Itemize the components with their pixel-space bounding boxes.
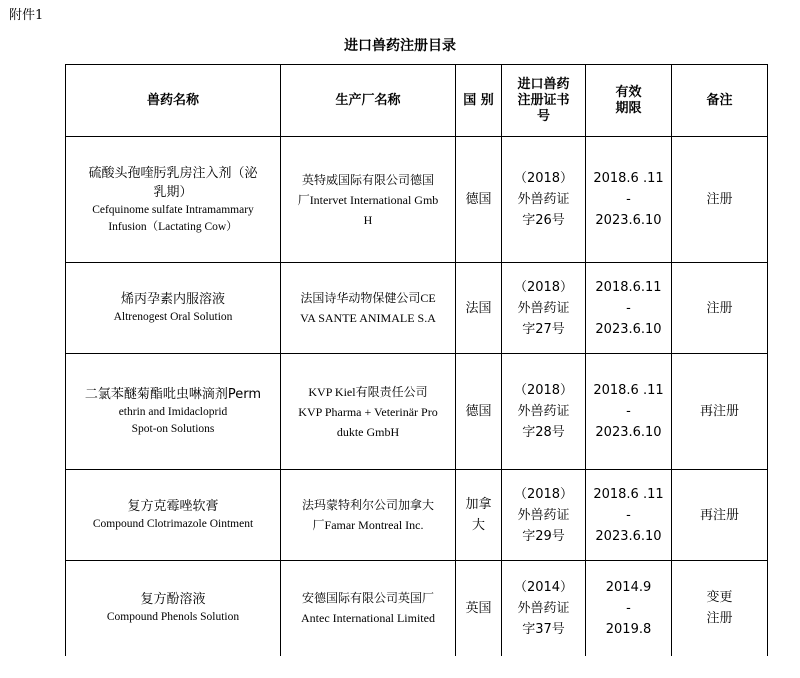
country-cell: 德国 <box>456 354 502 470</box>
remark-cell: 注册 <box>672 137 768 263</box>
table-header-row <box>66 65 768 137</box>
cert-no-cell: （2018） 外兽药证 字26号 <box>502 137 586 263</box>
table-row <box>66 354 768 470</box>
country-cell: 德国 <box>456 137 502 263</box>
drug-name-cell: 硫酸头孢喹肟乳房注入剂（泌 乳期） Cefquinome sulfate Intramammary Infusion（Lactating Cow） <box>66 137 281 263</box>
country-cell: 法国 <box>456 263 502 354</box>
manufacturer-cell: 英特威国际有限公司德国 厂Intervet International Gmb H <box>281 137 456 263</box>
manufacturer-cell: 法玛蒙特利尔公司加拿大 厂Famar Montreal Inc. <box>281 470 456 561</box>
remark-cell: 再注册 <box>672 470 768 561</box>
annex-label: 附件1 <box>9 8 44 23</box>
validity-cell: 2018.6 .11 - 2023.6.10 <box>586 137 672 263</box>
remark-cell: 注册 <box>672 263 768 354</box>
validity-cell: 2018.6 .11 - 2023.6.10 <box>586 354 672 470</box>
table-row <box>66 263 768 354</box>
table-row <box>66 137 768 263</box>
cert-no-cell: （2014） 外兽药证 字37号 <box>502 561 586 656</box>
drug-name-cell: 复方克霉唑软膏 Compound Clotrimazole Ointment <box>66 470 281 561</box>
drug-name-cell: 烯丙孕素内服溶液 Altrenogest Oral Solution <box>66 263 281 354</box>
header-remark: 备注 <box>672 65 768 137</box>
country-cell: 英国 <box>456 561 502 656</box>
validity-cell: 2018.6.11 - 2023.6.10 <box>586 263 672 354</box>
header-cert-no: 进口兽药 注册证书 号 <box>502 65 586 137</box>
manufacturer-cell: 法国诗华动物保健公司CE VA SANTE ANIMALE S.A <box>281 263 456 354</box>
drug-name-cell: 二氯苯醚菊酯吡虫啉滴剂Perm ethrin and Imidacloprid Spot-on Solutions <box>66 354 281 470</box>
remark-cell: 再注册 <box>672 354 768 470</box>
drug-name-cell: 复方酚溶液 Compound Phenols Solution <box>66 561 281 656</box>
remark-cell: 变更 注册 <box>672 561 768 656</box>
header-drug-name: 兽药名称 <box>66 65 281 137</box>
validity-cell: 2018.6 .11 - 2023.6.10 <box>586 470 672 561</box>
document-title: 进口兽药注册目录 <box>344 38 456 54</box>
header-manufacturer: 生产厂名称 <box>281 65 456 137</box>
registry-table <box>65 64 768 656</box>
cert-no-cell: （2018） 外兽药证 字29号 <box>502 470 586 561</box>
table-row <box>66 561 768 656</box>
country-cell: 加拿 大 <box>456 470 502 561</box>
header-country: 国 别 <box>456 65 502 137</box>
cert-no-cell: （2018） 外兽药证 字28号 <box>502 354 586 470</box>
manufacturer-cell: 安德国际有限公司英国厂 Antec International Limited <box>281 561 456 656</box>
header-validity: 有效 期限 <box>586 65 672 137</box>
cert-no-cell: （2018） 外兽药证 字27号 <box>502 263 586 354</box>
table-row <box>66 470 768 561</box>
table-body <box>66 137 768 656</box>
manufacturer-cell: KVP Kiel有限责任公司 KVP Pharma + Veterinär Pro dukte GmbH <box>281 354 456 470</box>
validity-cell: 2014.9 - 2019.8 <box>586 561 672 656</box>
